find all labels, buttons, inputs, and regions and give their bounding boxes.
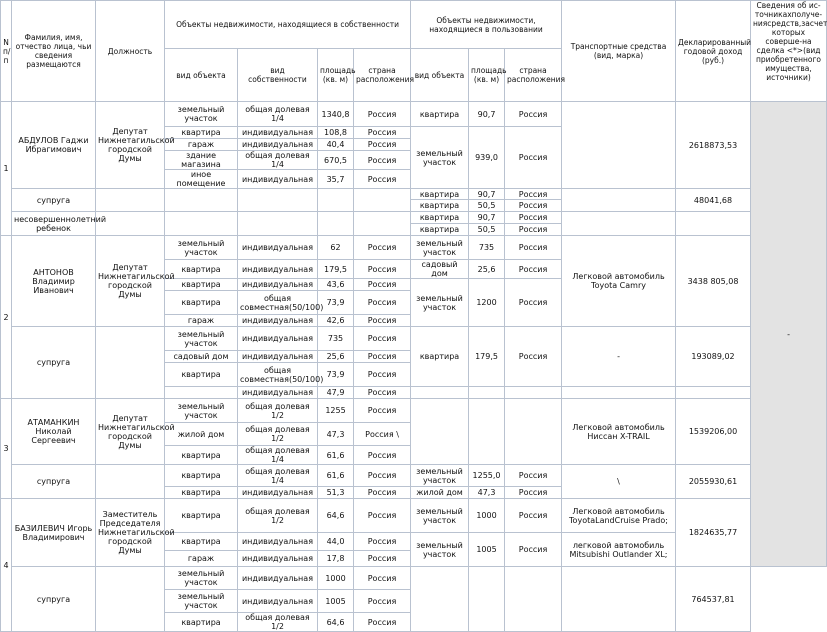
use-country: Россия [505, 224, 562, 236]
spouse-own-area [318, 189, 354, 212]
use-area: 47,3 [469, 487, 505, 499]
table-row [1, 212, 827, 224]
own-country: Россия [354, 590, 411, 613]
own-country: Россия [354, 399, 411, 423]
own-area: 670,5 [318, 151, 354, 170]
use-obj-type [411, 387, 469, 399]
spouse-own-country [354, 189, 411, 212]
use-area: 735 [469, 236, 505, 260]
own-area: 35,7 [318, 170, 354, 189]
use-area: 90,7 [469, 102, 505, 127]
own-type: индивидуальная [238, 236, 318, 260]
own-country: Россия [354, 170, 411, 189]
own-obj-type: земельный участок [165, 236, 238, 260]
own-country: Россия [354, 533, 411, 551]
person-position: Заместитель Председателя Нижнетагильской городской Думы [96, 499, 165, 567]
use-obj-type: земельный участок [411, 465, 469, 487]
transport-value: Легковой автомобиль Ниссан X-TRAIL [562, 399, 676, 465]
own-type: индивидуальная [238, 170, 318, 189]
own-area: 40,4 [318, 139, 354, 151]
spouse-income: 193089,02 [676, 327, 751, 387]
own-area: 62 [318, 236, 354, 260]
spouse-label: супруга [12, 189, 96, 212]
use-country: Россия [505, 200, 562, 212]
own-area: 47,9 [318, 387, 354, 399]
person-name: АНТОНОВ Владимир Иванович [12, 236, 96, 327]
own-type: индивидуальная [238, 315, 318, 327]
table-row [1, 567, 827, 590]
own-type: индивидуальная [238, 590, 318, 613]
spouse-income [676, 387, 751, 399]
own-area: 1005 [318, 590, 354, 613]
own-type: индивидуальная [238, 351, 318, 363]
person-position: Депутат Нижнетагильской городской Думы [96, 102, 165, 189]
own-area: 61,6 [318, 465, 354, 487]
header-used: Объекты недвижимости, находящиеся в пользовании [411, 1, 562, 49]
row-number: 4 [1, 499, 12, 632]
own-type: общая долевая 1/4 [238, 446, 318, 465]
header-use-area: площадь (кв. м) [469, 49, 505, 102]
own-obj-type: жилой дом [165, 423, 238, 446]
own-area: 1000 [318, 567, 354, 590]
own-obj-type: квартира [165, 465, 238, 487]
spouse-transport: - [562, 327, 676, 387]
use-area [469, 387, 505, 399]
own-obj-type: здание магазина [165, 151, 238, 170]
child-own-country [354, 212, 411, 236]
own-country: Россия [354, 551, 411, 567]
own-area: 73,9 [318, 291, 354, 315]
own-country: Россия [354, 446, 411, 465]
own-obj-type: квартира [165, 533, 238, 551]
row-number: 2 [1, 236, 12, 399]
spouse-income: 2055930,61 [676, 465, 751, 499]
use-country: Россия [505, 499, 562, 533]
person-name: АБДУЛОВ Гаджи Ибрагимович [12, 102, 96, 189]
own-area: 1255 [318, 399, 354, 423]
own-type: общая долевая 1/2 [238, 423, 318, 446]
own-country: Россия [354, 291, 411, 315]
own-country: Россия [354, 487, 411, 499]
use-country: Россия [505, 327, 562, 387]
spouse-label: супруга [12, 327, 96, 399]
table-row [1, 327, 827, 351]
own-type: общая долевая 1/4 [238, 151, 318, 170]
use-country [505, 387, 562, 399]
use-obj-type: квартира [411, 212, 469, 224]
income-value: 3438 805,08 [676, 236, 751, 327]
own-obj-type: квартира [165, 291, 238, 315]
header-transport: Транспортные средства (вид, марка) [562, 1, 676, 102]
own-obj-type: квартира [165, 363, 238, 387]
table-row [1, 499, 827, 533]
own-type: общая долевая 1/2 [238, 399, 318, 423]
own-country: Россия [354, 151, 411, 170]
person-position: Депутат Нижнетагильской городской Думы [96, 236, 165, 327]
header-own-type: вид собственности [238, 49, 318, 102]
use-area: 90,7 [469, 212, 505, 224]
use-obj-type: жилой дом [411, 487, 469, 499]
spouse-position [96, 327, 165, 399]
own-country: Россия [354, 613, 411, 632]
own-area: 25,6 [318, 351, 354, 363]
child-label: несовершеннолетний ребенок [12, 212, 96, 236]
own-type: индивидуальная [238, 139, 318, 151]
transport-value: Легковой автомобиль Toyota Camry [562, 236, 676, 327]
own-obj-type: земельный участок [165, 102, 238, 127]
use-obj-type: садовый дом [411, 260, 469, 279]
spouse-transport [562, 189, 676, 212]
own-area: 44,0 [318, 533, 354, 551]
use-area: 939,0 [469, 127, 505, 189]
own-type: индивидуальная [238, 279, 318, 291]
use-obj-type: квартира [411, 200, 469, 212]
use-country [505, 399, 562, 465]
spouse-income: 764537,81 [676, 567, 751, 632]
child-own-obj-type [165, 212, 238, 236]
transport-value: легковой автомобиль Mitsubishi Outlander XL; [562, 533, 676, 567]
header-use-obj-type: вид объекта [411, 49, 469, 102]
income-value: 1539206,00 [676, 399, 751, 465]
use-obj-type: земельный участок [411, 236, 469, 260]
own-country: Россия [354, 499, 411, 533]
own-type: индивидуальная [238, 387, 318, 399]
own-area: 64,6 [318, 499, 354, 533]
own-area: 43,6 [318, 279, 354, 291]
own-area: 42,6 [318, 315, 354, 327]
table-row [1, 399, 827, 423]
header-income: Декларированный годовой доход (руб.) [676, 1, 751, 102]
person-position: Депутат Нижнетагильской городской Думы [96, 399, 165, 465]
own-obj-type: квартира [165, 499, 238, 533]
table-row [1, 236, 827, 260]
own-type: индивидуальная [238, 260, 318, 279]
own-obj-type: квартира [165, 260, 238, 279]
use-area [469, 399, 505, 465]
use-area: 90,7 [469, 189, 505, 200]
income-value: 1824635,77 [676, 499, 751, 567]
use-country: Россия [505, 212, 562, 224]
use-obj-type: квартира [411, 327, 469, 387]
own-country: Россия [354, 387, 411, 399]
own-area: 17,8 [318, 551, 354, 567]
use-obj-type: квартира [411, 189, 469, 200]
own-type: индивидуальная [238, 327, 318, 351]
own-type: общая совместная(50/100) [238, 363, 318, 387]
own-type: индивидуальная [238, 487, 318, 499]
child-own-type [238, 212, 318, 236]
spouse-position [96, 567, 165, 632]
use-area: 1005 [469, 533, 505, 567]
own-obj-type: земельный участок [165, 399, 238, 423]
own-country: Россия [354, 327, 411, 351]
use-country [505, 567, 562, 632]
use-country: Россия [505, 279, 562, 327]
use-area: 50,5 [469, 224, 505, 236]
table-row [1, 102, 827, 127]
person-name: БАЗИЛЕВИЧ Игорь Владимирович [12, 499, 96, 567]
own-country: Россия [354, 127, 411, 139]
own-obj-type: садовый дом [165, 351, 238, 363]
own-type: общая совместная(50/100) [238, 291, 318, 315]
use-obj-type: земельный участок [411, 127, 469, 189]
use-country: Россия [505, 465, 562, 487]
own-obj-type [165, 387, 238, 399]
header-country: страна расположения [354, 49, 411, 102]
use-country: Россия [505, 102, 562, 127]
person-name: АТАМАНКИН Николай Сергеевич [12, 399, 96, 465]
header-use-country: страна расположения [505, 49, 562, 102]
own-obj-type: квартира [165, 279, 238, 291]
header-row-1 [1, 1, 827, 49]
own-obj-type: земельный участок [165, 567, 238, 590]
header-num: N п/п [1, 1, 12, 102]
spouse-transport [562, 387, 676, 399]
own-obj-type: гараж [165, 551, 238, 567]
child-transport [562, 212, 676, 236]
use-country: Россия [505, 236, 562, 260]
use-country: Россия [505, 533, 562, 567]
use-area: 1255,0 [469, 465, 505, 487]
own-area: 61,6 [318, 446, 354, 465]
header-position: Должность [96, 1, 165, 102]
transport-value: Легковой автомобиль ToyotaLandCruise Prado; [562, 499, 676, 533]
own-obj-type: земельный участок [165, 590, 238, 613]
spouse-position [96, 465, 165, 499]
header-owned: Объекты недвижимости, находящиеся в собственности [165, 1, 411, 49]
own-country: Россия [354, 465, 411, 487]
own-area: 179,5 [318, 260, 354, 279]
use-obj-type [411, 399, 469, 465]
own-type: общая долевая 1/2 [238, 613, 318, 632]
child-income [676, 212, 751, 236]
use-area: 25,6 [469, 260, 505, 279]
own-country: Россия [354, 236, 411, 260]
use-country: Россия [505, 260, 562, 279]
own-area: 1340,8 [318, 102, 354, 127]
own-type: общая долевая 1/4 [238, 102, 318, 127]
use-obj-type: квартира [411, 224, 469, 236]
use-area: 179,5 [469, 327, 505, 387]
row-number: 3 [1, 399, 12, 499]
table-row [1, 189, 827, 200]
use-obj-type: земельный участок [411, 533, 469, 567]
header-area: площадь (кв. м) [318, 49, 354, 102]
own-country: Россия [354, 567, 411, 590]
own-obj-type: квартира [165, 487, 238, 499]
child-own-area [318, 212, 354, 236]
own-country: Россия [354, 315, 411, 327]
own-type: индивидуальная [238, 551, 318, 567]
use-area: 1000 [469, 499, 505, 533]
spouse-own-type [238, 189, 318, 212]
own-type: индивидуальная [238, 567, 318, 590]
own-area: 64,6 [318, 613, 354, 632]
transport-cell [562, 102, 676, 189]
spouse-label: супруга [12, 567, 96, 632]
own-obj-type: земельный участок [165, 327, 238, 351]
sources-value: - [751, 102, 827, 567]
own-area: 47,3 [318, 423, 354, 446]
own-area: 73,9 [318, 363, 354, 387]
header-sources: Сведения об ис-точникахполуче-ниясредств,засчет которых соверше-на сделка <*>(вид приобретенного имущества, источники) [751, 1, 827, 102]
row-number: 1 [1, 102, 12, 236]
spouse-own-obj-type [165, 189, 238, 212]
own-type: индивидуальная [238, 533, 318, 551]
table-row [1, 465, 827, 487]
own-obj-type: квартира [165, 127, 238, 139]
own-type: индивидуальная [238, 127, 318, 139]
own-country: Россия \ [354, 423, 411, 446]
own-obj-type: квартира [165, 613, 238, 632]
own-obj-type: гараж [165, 315, 238, 327]
use-area: 1200 [469, 279, 505, 327]
spouse-income: 48041,68 [676, 189, 751, 212]
spouse-transport: \ [562, 465, 676, 499]
use-area [469, 567, 505, 632]
own-country: Россия [354, 139, 411, 151]
own-area: 51,3 [318, 487, 354, 499]
use-obj-type: земельный участок [411, 499, 469, 533]
own-type: общая долевая 1/2 [238, 499, 318, 533]
own-obj-type: иное помещение [165, 170, 238, 189]
header-obj-type: вид объекта [165, 49, 238, 102]
own-country: Россия [354, 260, 411, 279]
income-value: 2618873,53 [676, 102, 751, 189]
use-country: Россия [505, 189, 562, 200]
own-country: Россия [354, 102, 411, 127]
header-name: Фамилия, имя, отчество лица, чьи сведения размещаются [12, 1, 96, 102]
spouse-label: супруга [12, 465, 96, 499]
own-area: 108,8 [318, 127, 354, 139]
use-obj-type: квартира [411, 102, 469, 127]
use-country: Россия [505, 127, 562, 189]
use-obj-type: земельный участок [411, 279, 469, 327]
use-country: Россия [505, 487, 562, 499]
own-area: 735 [318, 327, 354, 351]
spouse-position [96, 189, 165, 212]
use-obj-type [411, 567, 469, 632]
own-country: Россия [354, 279, 411, 291]
own-country: Россия [354, 351, 411, 363]
own-obj-type: гараж [165, 139, 238, 151]
own-obj-type: квартира [165, 446, 238, 465]
own-type: общая долевая 1/4 [238, 465, 318, 487]
spouse-transport [562, 567, 676, 632]
use-area: 50,5 [469, 200, 505, 212]
own-country: Россия [354, 363, 411, 387]
